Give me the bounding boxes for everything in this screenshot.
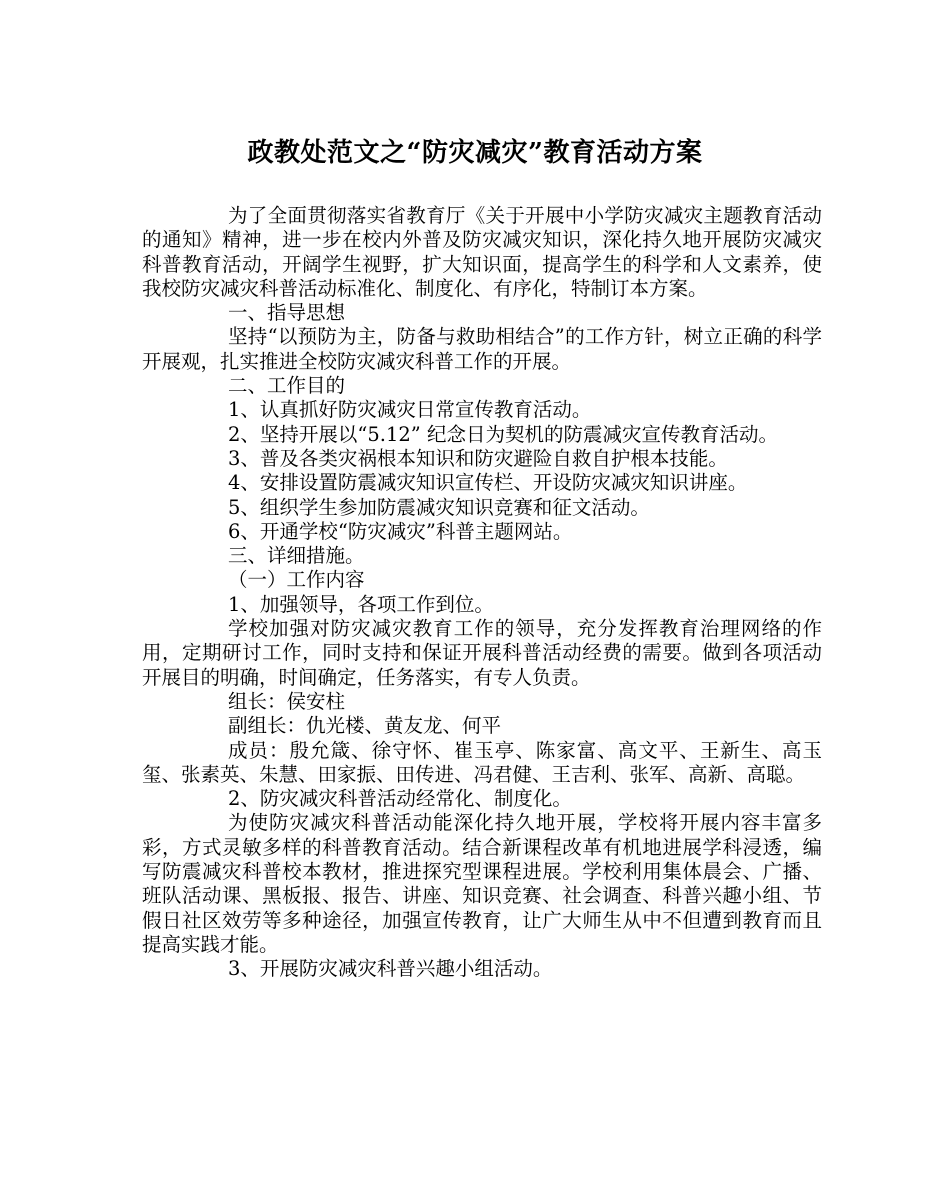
members-line: 成员：殷允箴、徐守怀、崔玉亭、陈家富、高文平、王新生、高玉玺、张素英、朱慧、田家振、田传进、冯君健、王吉利、张军、高新、高聪。 [142, 738, 822, 786]
section-heading-measures: 三、详细措施。 [228, 544, 365, 568]
section-heading-work-goals: 二、工作目的 [228, 374, 346, 398]
document-body [142, 204, 822, 982]
section-heading-guiding-thought: 一、指导思想 [228, 301, 346, 325]
measure-heading-1: 1、加强领导，各项工作到位。 [228, 592, 494, 616]
paragraph-regular-activities: 为使防灾减灾科普活动能深化持久地开展，学校将开展内容丰富多彩，方式灵敏多样的科普教育活动。结合新课程改革有机地进展学科浸透，编写防震减灾科普校本教材，推进探究型课程进展。学校利用集体晨会、广播、班队活动课、黑板报、报告、讲座、知识竞赛、社会调查、科普兴趣小组、节假日社区效劳等多种途径，加强宣传教育，让广大师生从中不但遭到教育而且提高实践才能。 [142, 811, 822, 956]
deputy-leader-line: 副组长：仇光楼、黄友龙、何平 [228, 714, 502, 738]
goal-item-2: 2、坚持开展以“5.12” 纪念日为契机的防震减灾宣传教育活动。 [228, 422, 778, 446]
paragraph-guiding-thought: 坚持“以预防为主，防备与救助相结合”的工作方针，树立正确的科学开展观，扎实推进全校防灾减灾科普工作的开展。 [142, 325, 822, 373]
goal-item-3: 3、普及各类灾祸根本知识和防灾避险自救自护根本技能。 [228, 446, 728, 470]
team-leader-line: 组长：侯安柱 [228, 689, 346, 713]
goal-item-6: 6、开通学校“防灾减灾”科普主题网站。 [228, 519, 573, 543]
subsection-heading-work-content: （一）工作内容 [228, 568, 365, 592]
document-title: 政教处范文之“防灾减灾”教育活动方案 [247, 138, 703, 168]
measure-heading-3: 3、开展防灾减灾科普兴趣小组活动。 [228, 957, 553, 981]
measure-heading-2: 2、防灾减灾科普活动经常化、制度化。 [228, 787, 572, 811]
goal-item-1: 1、认真抓好防灾减灾日常宣传教育活动。 [228, 398, 592, 422]
goal-item-5: 5、组织学生参加防震减灾知识竞赛和征文活动。 [228, 495, 650, 519]
paragraph-intro: 为了全面贯彻落实省教育厅《关于开展中小学防灾减灾主题教育活动的通知》精神，进一步在校内外普及防灾减灾知识，深化持久地开展防灾减灾科普教育活动，开阔学生视野，扩大知识面，提高学生的科学和人文素养，使我校防灾减灾科普活动标准化、制度化、有序化，特制订本方案。 [142, 204, 822, 300]
paragraph-leadership: 学校加强对防灾减灾教育工作的领导，充分发挥教育治理网络的作用，定期研讨工作，同时支持和保证开展科普活动经费的需要。做到各项活动开展目的明确，时间确定，任务落实，有专人负责。 [142, 617, 822, 689]
goal-item-4: 4、安排设置防震减灾知识宣传栏、开设防灾减灾知识讲座。 [228, 471, 748, 495]
